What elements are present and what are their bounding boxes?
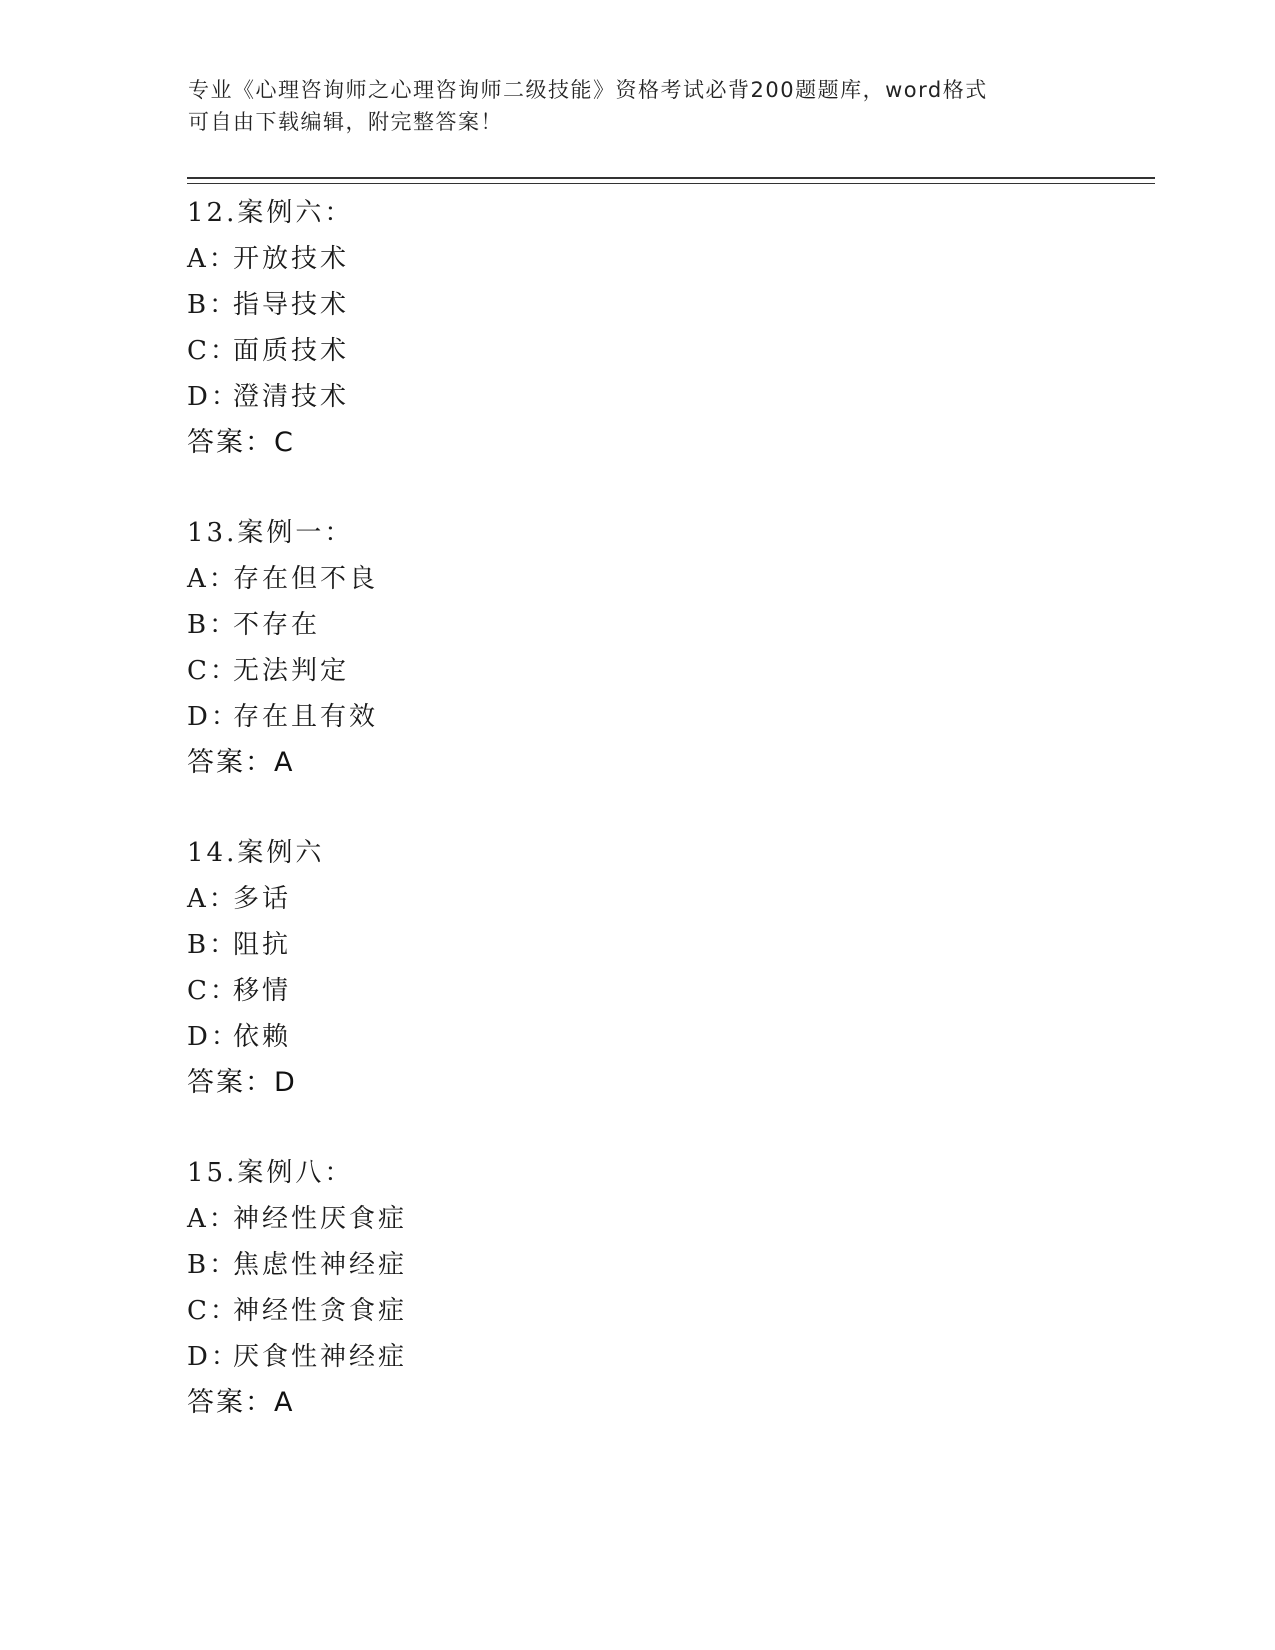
option-c — [187, 1288, 1147, 1334]
option-label: B： — [187, 290, 239, 320]
option-a — [187, 236, 1147, 282]
option-c — [187, 648, 1147, 694]
option-label: D： — [187, 382, 240, 412]
question-14 — [187, 830, 1147, 1106]
option-a — [187, 556, 1147, 602]
answer-line: 答案：A — [187, 1387, 295, 1418]
header-divider-thin — [187, 183, 1155, 184]
option-text: 多话 — [233, 884, 292, 914]
option-d — [187, 694, 1147, 740]
option-text: 开放技术 — [233, 244, 350, 274]
option-b — [187, 1242, 1147, 1288]
option-label: A： — [187, 244, 238, 274]
option-text: 焦虑性神经症 — [233, 1250, 408, 1280]
option-label: A： — [187, 1204, 238, 1234]
header-line-1: 专业《心理咨询师之心理咨询师二级技能》资格考试必背200题题库，word格式 — [188, 78, 988, 102]
option-text: 澄清技术 — [233, 382, 350, 412]
answer-line: 答案：D — [187, 1067, 297, 1098]
option-label: B： — [187, 610, 239, 640]
option-a — [187, 876, 1147, 922]
option-label: D： — [187, 1342, 240, 1372]
option-text: 依赖 — [233, 1022, 292, 1052]
option-text: 存在且有效 — [233, 702, 379, 732]
question-title: 15.案例八： — [187, 1158, 354, 1188]
option-label: A： — [187, 564, 238, 594]
option-text: 面质技术 — [233, 336, 350, 366]
option-label: D： — [187, 702, 240, 732]
option-label: C： — [187, 656, 239, 686]
option-d — [187, 374, 1147, 420]
option-text: 不存在 — [233, 610, 321, 640]
option-text: 指导技术 — [233, 290, 350, 320]
option-text: 阻抗 — [233, 930, 292, 960]
question-13 — [187, 510, 1147, 786]
header-line-2: 可自由下载编辑，附完整答案！ — [188, 110, 503, 134]
option-c — [187, 328, 1147, 374]
option-label: B： — [187, 1250, 239, 1280]
option-text: 神经性贪食症 — [233, 1296, 408, 1326]
option-b — [187, 922, 1147, 968]
option-text: 神经性厌食症 — [233, 1204, 408, 1234]
option-a — [187, 1196, 1147, 1242]
answer-line: 答案：A — [187, 747, 295, 778]
option-label: D： — [187, 1022, 240, 1052]
question-title: 12.案例六： — [187, 198, 354, 228]
option-d — [187, 1014, 1147, 1060]
option-label: C： — [187, 1296, 239, 1326]
option-label: C： — [187, 336, 239, 366]
question-title: 13.案例一： — [187, 518, 354, 548]
question-title: 14.案例六 — [187, 838, 325, 868]
option-b — [187, 282, 1147, 328]
option-text: 存在但不良 — [233, 564, 379, 594]
question-15 — [187, 1150, 1147, 1426]
answer-line: 答案：C — [187, 427, 295, 458]
header-divider — [187, 177, 1155, 179]
option-text: 厌食性神经症 — [233, 1342, 408, 1372]
option-b — [187, 602, 1147, 648]
option-text: 无法判定 — [233, 656, 350, 686]
option-label: C： — [187, 976, 239, 1006]
option-label: B： — [187, 930, 239, 960]
option-d — [187, 1334, 1147, 1380]
option-c — [187, 968, 1147, 1014]
document-header — [188, 74, 1068, 138]
option-label: A： — [187, 884, 238, 914]
question-list — [187, 190, 1147, 1470]
option-text: 移情 — [233, 976, 292, 1006]
question-12 — [187, 190, 1147, 466]
